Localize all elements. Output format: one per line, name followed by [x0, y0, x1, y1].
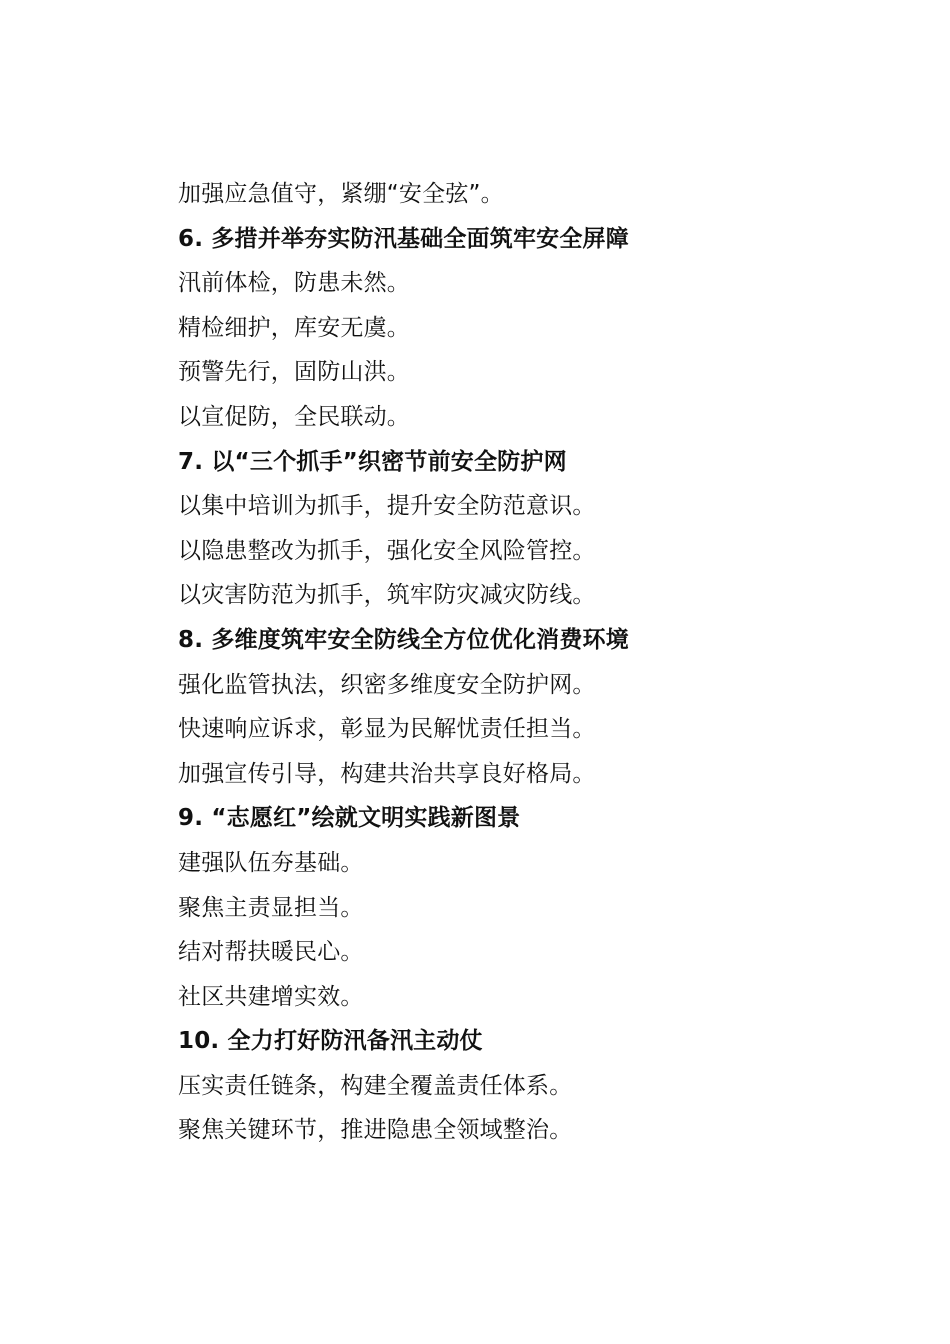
body-line: 预警先行，固防山洪。	[178, 359, 410, 386]
body-line: 加强宣传引导，构建共治共享良好格局。	[178, 760, 596, 787]
body-line: 加强应急值守，紧绷“安全弦”。	[178, 181, 504, 207]
body-line: 以集中培训为抓手，提升安全防范意识。	[178, 493, 596, 520]
body-line: 以灾害防范为抓手，筑牢防灾减灾防线。	[178, 582, 596, 609]
body-line: 汛前体检，防患未然。	[178, 270, 410, 297]
body-line: 社区共建增实效。	[178, 983, 364, 1010]
body-line: 结对帮扶暖民心。	[178, 939, 364, 966]
body-line: 以宣促防，全民联动。	[178, 403, 410, 430]
body-line: 快速响应诉求，彰显为民解忧责任担当。	[178, 716, 596, 743]
body-line: 强化监管执法，织密多维度安全防护网。	[178, 671, 596, 698]
body-line: 聚焦主责显担当。	[178, 894, 364, 921]
body-line: 建强队伍夯基础。	[178, 849, 364, 876]
section-heading-7: 7. 以“三个抓手”织密节前安全防护网	[178, 448, 567, 475]
body-line: 精检细护，库安无虞。	[178, 314, 410, 341]
section-heading-9: 9. “志愿红”绘就文明实践新图景	[178, 805, 521, 832]
section-heading-6: 6. 多措并举夯实防汛基础全面筑牢安全屏障	[178, 225, 629, 252]
body-line: 压实责任链条，构建全覆盖责任体系。	[178, 1072, 573, 1099]
document-body	[178, 172, 898, 1153]
body-line: 聚焦关键环节，推进隐患全领域整治。	[178, 1117, 573, 1144]
section-heading-10: 10. 全力打好防汛备汛主动仗	[178, 1028, 483, 1055]
body-line: 以隐患整改为抓手，强化安全风险管控。	[178, 537, 596, 564]
section-heading-8: 8. 多维度筑牢安全防线全方位优化消费环境	[178, 626, 629, 653]
